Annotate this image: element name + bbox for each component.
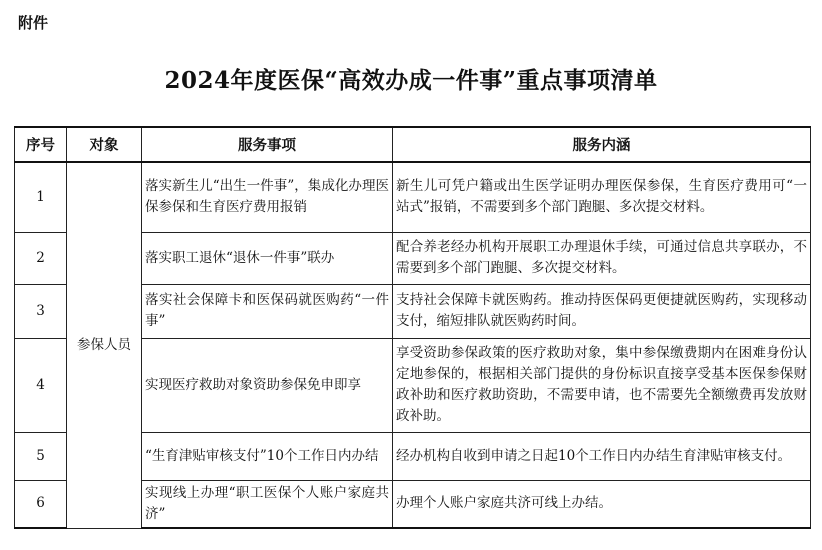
header-serial: 序号: [15, 127, 67, 162]
table-row: [15, 162, 811, 232]
service-content: 支持社会保障卡就医购药。推动持医保码更便捷就医购药，实现移动支付，缩短排队就医购药时间。: [393, 284, 811, 338]
row-number: 3: [15, 284, 67, 338]
service-content: 办理个人账户家庭共济可线上办结。: [393, 480, 811, 528]
row-number: 4: [15, 338, 67, 432]
table-header-row: [15, 127, 811, 162]
service-item: 实现线上办理“职工医保个人账户家庭共济”: [142, 480, 393, 528]
document-title: 2024年度医保“高效办成一件事”重点事项清单: [164, 67, 658, 94]
object-cell: 参保人员: [67, 162, 142, 528]
service-item: 落实社会保障卡和医保码就医购药“一件事”: [142, 284, 393, 338]
service-content: 新生儿可凭户籍或出生医学证明办理医保参保，生育医疗费用可“一站式”报销，不需要到多个部门跑腿、多次提交材料。: [393, 162, 811, 232]
header-service-content: 服务内涵: [393, 127, 811, 162]
row-number: 6: [15, 480, 67, 528]
header-service-item: 服务事项: [142, 127, 393, 162]
attachment-label: 附件: [18, 14, 49, 32]
service-content: 享受资助参保政策的医疗救助对象，集中参保缴费期内在困难身份认定地参保的，根据相关部门提供的身份标识直接享受基本医保参保财政补助和医疗救助资助，不需要申请，也不需要先全额缴费再发放财政补助。: [393, 338, 811, 432]
service-items-table: [14, 126, 811, 529]
service-item: 落实职工退休“退休一件事”联办: [142, 232, 393, 284]
service-item: “生育津贴审核支付”10个工作日内办结: [142, 432, 393, 480]
row-number: 5: [15, 432, 67, 480]
service-content: 配合养老经办机构开展职工办理退休手续，可通过信息共享联办，不需要到多个部门跑腿、多次提交材料。: [393, 232, 811, 284]
row-number: 1: [15, 162, 67, 232]
header-object: 对象: [67, 127, 142, 162]
service-item: 实现医疗救助对象资助参保免申即享: [142, 338, 393, 432]
service-content: 经办机构自收到申请之日起10个工作日内办结生育津贴审核支付。: [393, 432, 811, 480]
service-item: 落实新生儿“出生一件事”，集成化办理医保参保和生育医疗费用报销: [142, 162, 393, 232]
row-number: 2: [15, 232, 67, 284]
